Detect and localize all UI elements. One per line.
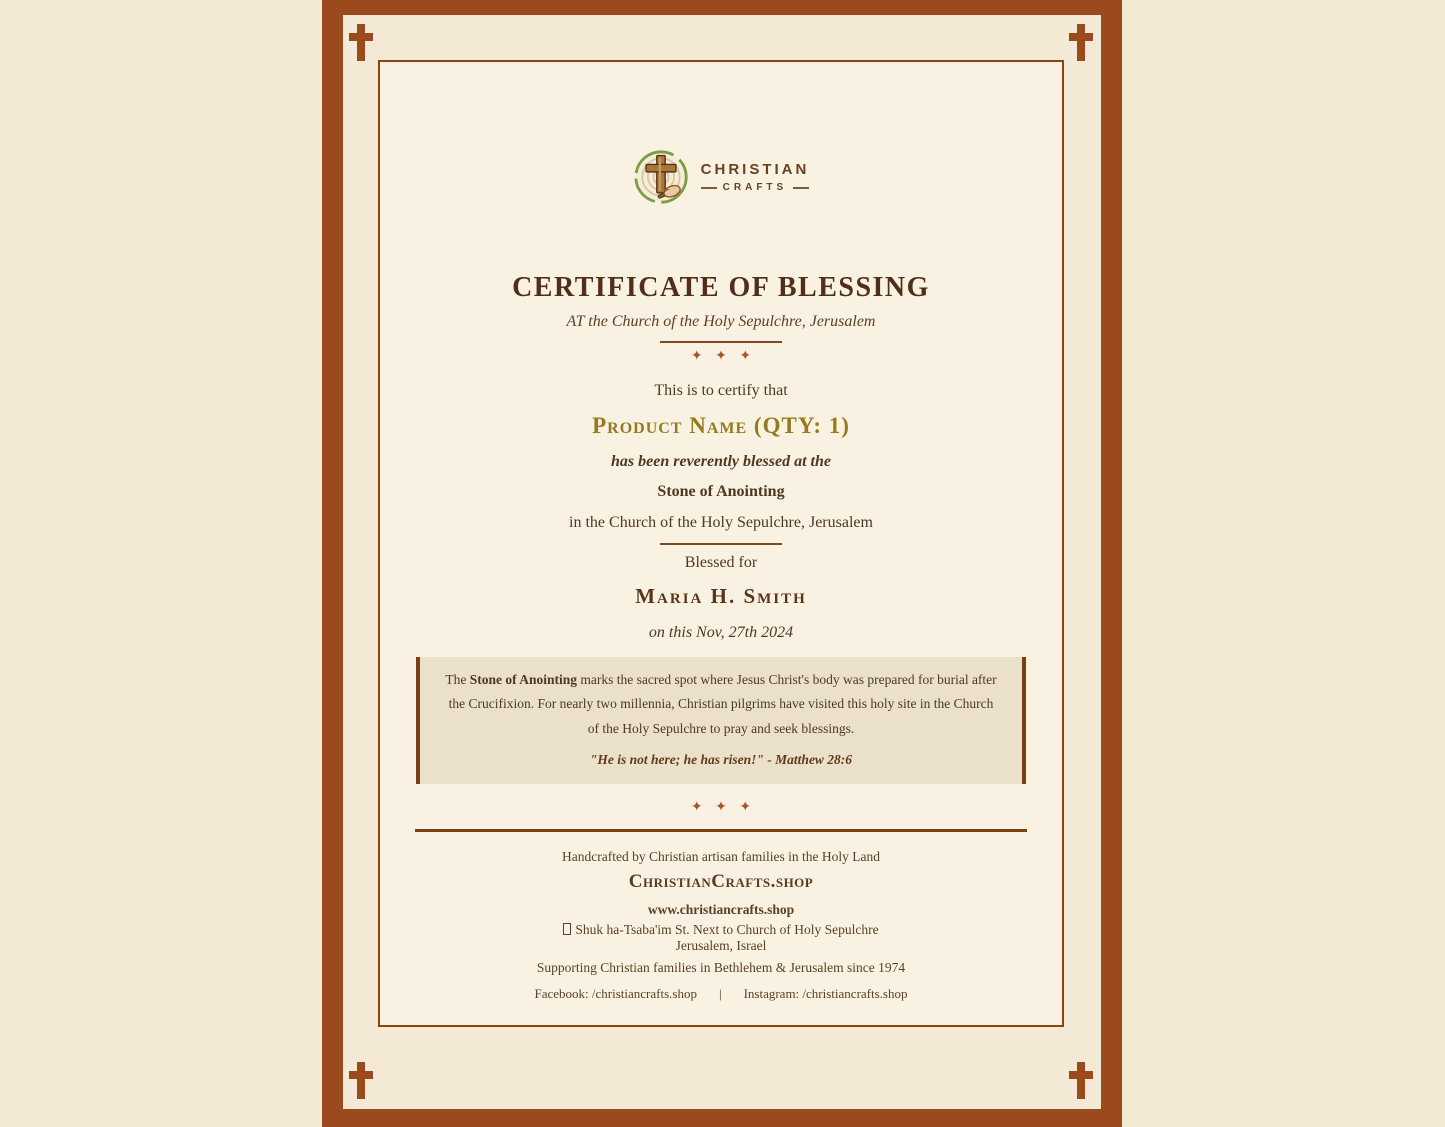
logo-name-top: CHRISTIAN [700, 161, 810, 178]
supporting-line: Supporting Christian families in Bethlehem & Jerusalem since 1974 [536, 960, 906, 976]
corner-cross-icon [1069, 24, 1093, 61]
corner-cross-icon [1069, 1062, 1093, 1099]
certificate-sheet [378, 60, 1064, 1027]
logo-dash-left [701, 187, 717, 189]
certificate-subtitle: AT the Church of the Holy Sepulchre, Jerusalem [566, 313, 876, 330]
blessing-date: on this Nov, 27th 2024 [648, 624, 794, 641]
location-name: Stone of Anointing [657, 483, 785, 500]
social-separator: | [718, 986, 722, 1002]
brand-logo [380, 148, 1062, 206]
brand-name: ChristianCrafts.shop [628, 871, 814, 893]
blessed-for-label: Blessed for [684, 554, 758, 571]
location-line: in the Church of the Holy Sepulchre, Jerusalem [569, 514, 873, 531]
divider-line [660, 341, 782, 343]
website-url: www.christiancrafts.shop [647, 902, 795, 918]
address-line-1: Shuk ha-Tsaba'im St. Next to Church of Holy Sepulchre [380, 922, 1062, 938]
social-links-line [380, 986, 1062, 1002]
ornament-diamonds: ✦ ✦ ✦ [690, 349, 752, 364]
ornament-diamonds: ✦ ✦ ✦ [690, 800, 752, 816]
facebook-handle: Facebook: /christiancrafts.shop [534, 986, 697, 1002]
stone-info-bold: Stone of Anointing [469, 672, 577, 687]
handcrafted-line: Handcrafted by Christian artisan families in the Holy Land [562, 849, 880, 865]
logo-dash-right [793, 187, 809, 189]
location-pin-icon [563, 923, 571, 935]
stone-info-text: The Stone of Anointing marks the sacred spot where Jesus Christ's body was prepared for burial after the Crucifixion. For nearly two millennia, Christian pilgrims have visited this holy site in the Church of the Holy Sepulchre to pray and seek blessings. [445, 672, 997, 736]
corner-cross-icon [349, 24, 373, 61]
certificate-title: CERTIFICATE OF BLESSING [512, 272, 930, 303]
blessed-at-line: has been reverently blessed at the [611, 453, 831, 470]
scripture-quote: "He is not here; he has risen!" - Matthew 28:6 [589, 751, 853, 767]
logo-cross-badge-icon [633, 149, 689, 205]
product-name: Product Name (QTY: 1) [592, 413, 850, 438]
certify-line: This is to certify that [654, 382, 788, 399]
address-line-2: Jerusalem, Israel [675, 938, 767, 954]
logo-name-bottom: CRAFTS [722, 182, 788, 193]
logo-wordmark [701, 161, 810, 193]
instagram-handle: Instagram: /christiancrafts.shop [743, 986, 908, 1002]
footer-divider-line [415, 829, 1027, 832]
divider-line [660, 543, 782, 545]
corner-cross-icon [349, 1062, 373, 1099]
recipient-name: Maria H. Smith [635, 584, 807, 608]
stone-info-box [416, 657, 1026, 784]
